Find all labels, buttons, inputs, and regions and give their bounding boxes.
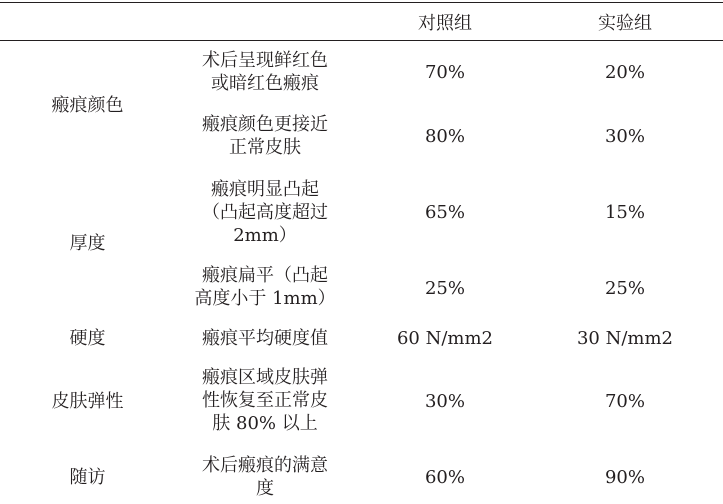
experiment-value: 70% [604,390,645,412]
desc-cell: 瘢痕平均硬度值 [202,327,328,349]
experiment-value: 30 N/mm2 [576,327,674,349]
desc-cell: 瘢痕扁平（凸起 高度小于 1mm） [194,265,336,309]
category-hardness: 硬度 [69,327,106,349]
experiment-value: 20% [604,61,645,83]
category-thickness: 厚度 [69,232,106,254]
control-value: 60 N/mm2 [396,327,494,349]
top-rule [0,2,723,3]
category-color: 瘢痕颜色 [51,94,124,116]
desc-cell: 瘢痕明显凸起 （凸起高度超过 2mm） [202,178,328,246]
desc-cell: 瘢痕颜色更接近 正常皮肤 [202,114,328,158]
desc-cell: 术后瘢痕的满意 度 [202,455,328,499]
control-value: 80% [424,125,465,147]
header-experiment: 实验组 [598,12,652,34]
experiment-value: 25% [604,277,645,299]
experiment-value: 90% [604,466,645,488]
control-value: 30% [424,390,465,412]
control-value: 60% [424,466,465,488]
experiment-value: 30% [604,125,645,147]
desc-cell: 瘢痕区域皮肤弹 性恢复至正常皮 肤 80% 以上 [202,366,328,434]
desc-cell: 术后呈现鲜红色 或暗红色瘢痕 [202,50,328,94]
control-value: 65% [424,201,465,223]
control-value: 25% [424,277,465,299]
header-rule [0,40,723,41]
category-elasticity: 皮肤弹性 [51,390,124,412]
category-followup: 随访 [69,466,106,488]
control-value: 70% [424,61,465,83]
experiment-value: 15% [604,201,645,223]
header-control: 对照组 [418,12,472,34]
